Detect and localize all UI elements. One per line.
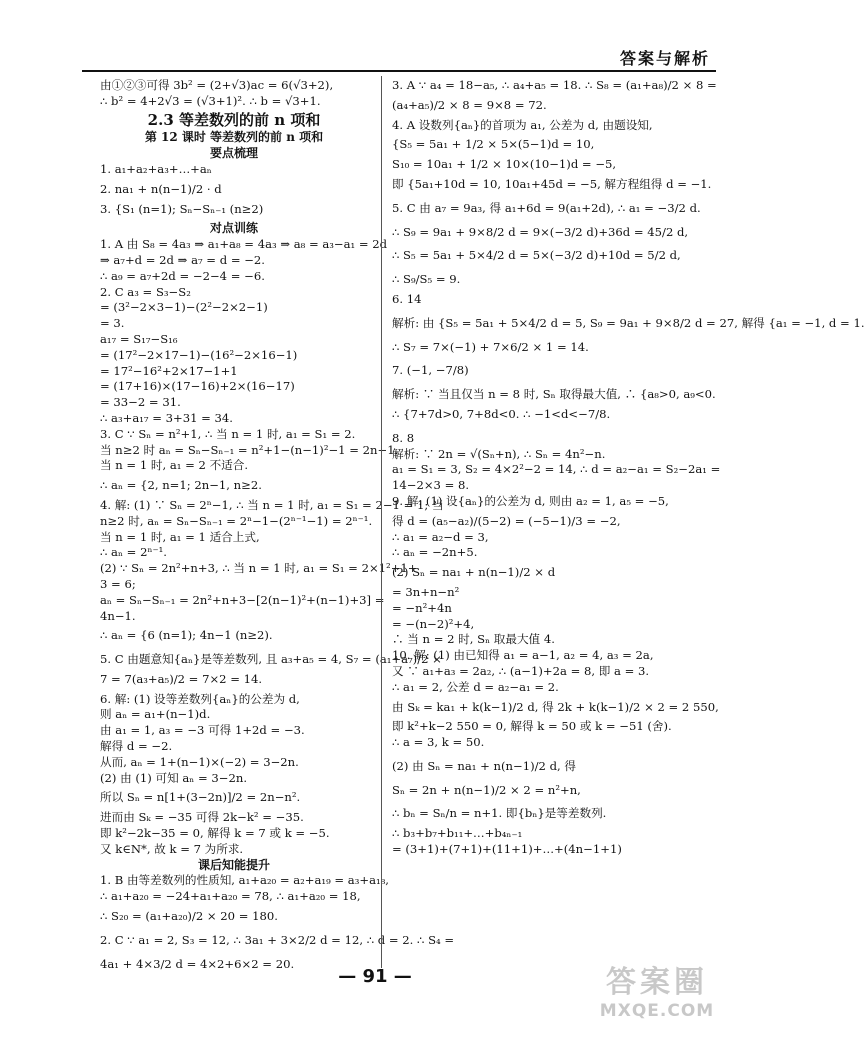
text-line: 由①②③可得 3b² = (2+√3)ac = 6(√3+2), [100,78,334,92]
subsection-heading: 课后知能提升 [197,857,270,872]
text-line: 又 k∈N*, 故 k = 7 为所求. [100,841,244,856]
text-line: a₁₇ = S₁₇−S₁₆ [100,331,178,346]
text-line: 当 n = 1 时, a₁ = 1 适合上式, [100,529,260,544]
text-line: 当 n = 1 时, a₁ = 2 不适合. [100,458,249,473]
text-line: (2) 由 (1) 可知 aₙ = 3−2n. [100,770,247,785]
text-line: ∴ {7+7d>0, 7+8d<0. ∴ −1<d<−7/8. [392,406,611,421]
text-line: 解析: 由 {S₅ = 5a₁ + 5×4/2 d = 5, S₉ = 9a₁ + 9×8/2 d = 27, 解得 {a₁ = −1, d = 1. [392,315,865,330]
text-line: 当 n≥2 时 aₙ = Sₙ−Sₙ₋₁ = n²+1−(n−1)²−1 = 2n−1. [100,442,399,457]
text-line: ∴ 当 n = 2 时, Sₙ 取最大值 4. [392,632,555,647]
text-line: (2) Sₙ = na₁ + n(n−1)/2 × d [392,565,556,580]
subsection-heading: 对点训练 [209,221,258,236]
text-line: ∴ S₉/S₅ = 9. [392,272,461,287]
watermark-glyph-text: 答案圈 [606,965,708,1000]
text-line: 5. C 由 a₇ = 9a₃, 得 a₁+6d = 9(a₁+2d), ∴ a₁ = −3/2 d. [392,200,701,215]
header-rule [82,70,716,72]
text-line: 2. C a₃ = S₃−S₂ [100,284,191,299]
text-line: 即 k²−2k−35 = 0, 解得 k = 7 或 k = −5. [100,826,330,841]
text-line: ∴ S₂₀ = (a₁+a₂₀)/2 × 20 = 180. [100,909,278,924]
text-line: = −(n−2)²+4, [392,616,475,631]
text-line: 解得 d = −2. [100,739,173,754]
text-line: 解析: ∵ 2n = √(Sₙ+n), ∴ Sₙ = 4n²−n. [392,446,606,461]
text-line: 14−2×3 = 8. [392,478,470,493]
text-line: ∴ a₁ = 2, 公差 d = a₂−a₁ = 2. [392,679,559,694]
text-line: S₁₀ = 10a₁ + 1/2 × 10×(10−1)d = −5, [392,157,617,172]
text-line: ∴ aₙ = −2n+5. [392,545,478,560]
page-number: — 91 — [338,966,412,987]
text-line: 3. C ∵ Sₙ = n²+1, ∴ 当 n = 1 时, a₁ = S₁ = 2. [100,426,356,441]
text-line: 4. A 设数列{aₙ}的首项为 a₁, 公差为 d, 由题设知, [392,117,653,132]
header-title: 答案与解析 [619,49,710,68]
text-line: 进而由 Sₖ = −35 可得 2k−k² = −35. [100,810,304,825]
text-line: 1. B 由等差数列的性质知, a₁+a₂₀ = a₂+a₁₉ = a₃+a₁₈, [100,873,389,888]
column-divider [381,76,382,968]
text-line: ∴ S₅ = 5a₁ + 5×4/2 d = 5×(−3/2 d)+10d = 5/2 d, [392,248,681,263]
text-line: 7. (−1, −7/8) [392,363,469,378]
text-line: = (3+1)+(7+1)+(11+1)+…+(4n−1+1) [392,842,622,857]
text-line: 8. 8 [392,430,415,445]
text-line: = 17²−16²+2×17−1+1 [100,363,238,378]
text-line: = (17²−2×17−1)−(16²−2×16−1) [100,347,298,362]
watermark-url-text: MXQE.COM [599,1001,715,1021]
text-line: 4. 解: (1) ∵ Sₙ = 2ⁿ−1, ∴ 当 n = 1 时, a₁ = S₁ = 2−1 = 1; 当 [100,497,444,512]
text-line: ∴ a = 3, k = 50. [392,735,485,750]
text-line: ∴ S₇ = 7×(−1) + 7×6/2 × 1 = 14. [392,339,589,354]
text-line: ∴ aₙ = {6 (n=1); 4n−1 (n≥2). [100,628,273,643]
text-line: 又 ∵ a₁+a₃ = 2a₂, ∴ (a−1)+2a = 8, 即 a = 3. [392,663,650,678]
text-line: aₙ = Sₙ−Sₙ₋₁ = 2n²+n+3−[2(n−1)²+(n−1)+3] = [100,592,385,607]
text-line: 由 Sₖ = ka₁ + k(k−1)/2 d, 得 2k + k(k−1)/2 × 2 = 2 550, [392,699,719,714]
text-line: = (17+16)×(17−16)+2×(16−17) [100,379,295,394]
text-line: ∴ aₙ = 2ⁿ⁻¹. [100,545,167,560]
text-line: ∴ S₉ = 9a₁ + 9×8/2 d = 9×(−3/2 d)+36d = 45/2 d, [392,224,689,239]
text-line: ∴ b₃+b₇+b₁₁+…+b₄ₙ₋₁ [392,826,523,841]
text-line: = 3n+n−n² [392,584,460,599]
text-line: 10. 解: (1) 由已知得 a₁ = a−1, a₂ = 4, a₃ = 2a, [392,648,654,663]
text-line: 由 a₁ = 1, a₃ = −3 可得 1+2d = −3. [100,723,305,738]
text-line: 3. {S₁ (n=1); Sₙ−Sₙ₋₁ (n≥2) [100,201,264,216]
lesson-title: 第 12 课时 等差数列的前 n 项和 [144,130,324,145]
text-line: = −n²+4n [392,600,452,615]
text-line: = 33−2 = 31. [100,395,181,410]
text-line: 7 = 7(a₃+a₅)/2 = 7×2 = 14. [100,671,263,686]
text-line: = (3²−2×3−1)−(2²−2×2−1) [100,300,268,315]
text-line: 3. A ∵ a₄ = 18−a₅, ∴ a₄+a₅ = 18. ∴ S₈ = (a₁+a₈)/2 × 8 = [392,78,717,92]
text-line: 6. 解: (1) 设等差数列{aₙ}的公差为 d, [100,691,300,706]
text-line: ∴ a₃+a₁₇ = 3+31 = 34. [100,410,233,425]
subsection-heading: 要点梳理 [209,146,258,161]
text-line: 即 {5a₁+10d = 10, 10a₁+45d = −5, 解方程组得 d = −1. [392,176,712,191]
text-line: 则 aₙ = a₁+(n−1)d. [100,707,211,722]
text-line: (2) ∵ Sₙ = 2n²+n+3, ∴ 当 n = 1 时, a₁ = S₁ = 2×1²+1+ [100,561,418,576]
text-line: (2) 由 Sₙ = na₁ + n(n−1)/2 d, 得 [392,758,576,773]
text-line: ∴ aₙ = {2, n=1; 2n−1, n≥2. [100,478,262,493]
watermark-logo [582,966,732,1028]
text-line: 所以 Sₙ = n[1+(3−2n)]/2 = 2n−n². [100,790,301,805]
text-line: 解析: ∵ 当且仅当 n = 8 时, Sₙ 取得最大值, ∴ {a₈>0, a₉<0. [392,387,716,402]
text-line: ∴ bₙ = Sₙ/n = n+1. 即{bₙ}是等差数列. [392,806,607,821]
text-line: 得 d = (a₅−a₂)/(5−2) = (−5−1)/3 = −2, [392,513,621,528]
text-line: Sₙ = 2n + n(n−1)/2 × 2 = n²+n, [392,782,581,797]
text-line: 3 = 6; [100,576,136,591]
text-line: ∴ a₉ = a₇+2d = −2−4 = −6. [100,268,265,283]
text-line: n≥2 时, aₙ = Sₙ−Sₙ₋₁ = 2ⁿ−1−(2ⁿ⁻¹−1) = 2ⁿ⁻¹. [100,513,373,528]
text-line: ∴ b² = 4+2√3 = (√3+1)². ∴ b = √3+1. [100,93,321,108]
text-line: 5. C 由题意知{aₙ}是等差数列, 且 a₃+a₅ = 4, S₇ = (a₁+a₇)/2 × [100,652,442,667]
right-column [392,78,865,858]
text-line: a₁ = S₁ = 3, S₂ = 4×2²−2 = 14, ∴ d = a₂−a₁ = S₂−2a₁ = [392,462,721,477]
text-line: 4a₁ + 4×3/2 d = 4×2+6×2 = 20. [100,956,295,971]
text-line: 2. na₁ + n(n−1)/2 · d [100,181,222,196]
text-line: 9. 解: (1) 设{aₙ}的公差为 d, 则由 a₂ = 1, a₅ = −5, [392,493,669,508]
text-line: 1. a₁+a₂+a₃+…+aₙ [100,161,212,176]
section-title: 2.3 等差数列的前 n 项和 [147,110,321,129]
text-line: = 3. [100,316,125,331]
text-line: 2. C ∵ a₁ = 2, S₃ = 12, ∴ 3a₁ + 3×2/2 d = 12, ∴ d = 2. ∴ S₄ = [100,932,455,947]
text-line: (a₄+a₅)/2 × 8 = 9×8 = 72. [392,97,547,112]
text-line: {S₅ = 5a₁ + 1/2 × 5×(5−1)d = 10, [392,137,595,152]
text-line: 6. 14 [392,291,422,306]
text-line: 4n−1. [100,608,136,623]
text-line: 从而, aₙ = 1+(n−1)×(−2) = 3−2n. [100,754,299,769]
text-line: ∴ a₁ = a₂−d = 3, [392,529,489,544]
text-line: ∴ a₁+a₂₀ = −24+a₁+a₂₀ = 78, ∴ a₁+a₂₀ = 18, [100,889,361,904]
text-line: 即 k²+k−2 550 = 0, 解得 k = 50 或 k = −51 (舍). [392,719,672,734]
text-line: ⇒ a₇+d = 2d ⇒ a₇ = d = −2. [100,252,265,267]
text-line: 1. A 由 S₈ = 4a₃ ⇒ a₁+a₈ = 4a₃ ⇒ a₈ = a₃−a₁ = 2d [100,237,388,252]
